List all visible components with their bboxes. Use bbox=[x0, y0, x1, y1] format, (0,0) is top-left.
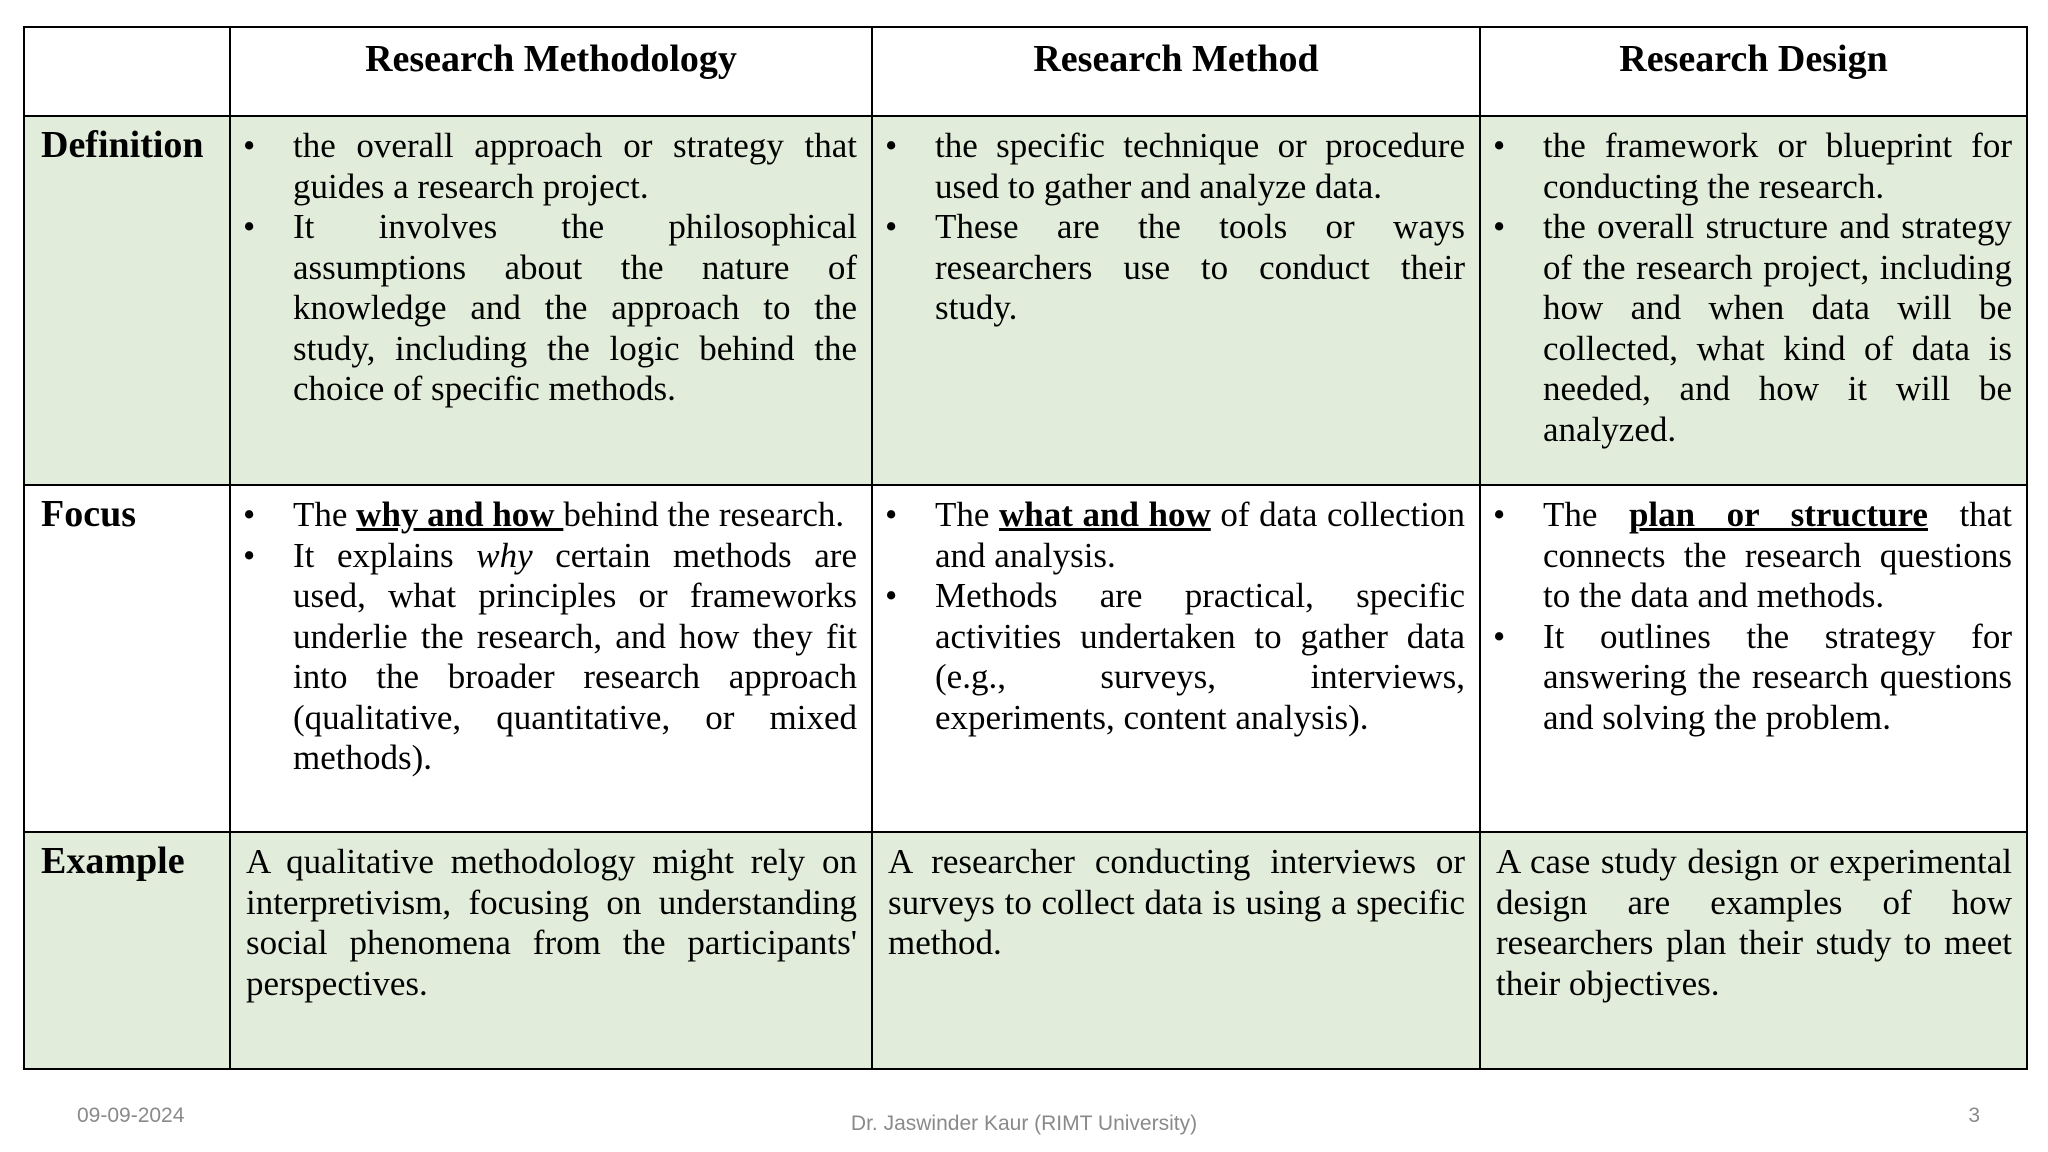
comparison-table bbox=[23, 26, 2028, 1070]
example-design-cell: A case study design or experimental design are examples of how researchers plan their study to meet their objectives. bbox=[1480, 832, 2027, 1069]
footer-date: 09-09-2024 bbox=[77, 1104, 185, 1127]
text-span: It explains bbox=[293, 535, 477, 575]
list-item: • the overall approach or strategy that guides a research project. bbox=[231, 126, 857, 207]
definition-row bbox=[24, 116, 2027, 485]
focus-label: Focus bbox=[24, 485, 230, 832]
text-span: The bbox=[935, 495, 1000, 534]
text-span: The bbox=[1543, 495, 1629, 534]
list-item: • the overall structure and strategy of the research project, including how and when data will be collected, what kind of data is needed, and how it will be analyzed. bbox=[1481, 207, 2012, 450]
definition-methodology-cell bbox=[230, 116, 872, 485]
text-span: The bbox=[293, 495, 357, 534]
header-empty-cell bbox=[24, 27, 230, 116]
definition-label: Definition bbox=[24, 116, 230, 485]
list-item: • It outlines the strategy for answering the research questions and solving the problem. bbox=[1481, 617, 2012, 739]
header-research-methodology: Research Methodology bbox=[230, 27, 872, 116]
focus-methodology-list bbox=[231, 495, 857, 779]
definition-method-cell bbox=[872, 116, 1480, 485]
list-item: • the specific technique or procedure used to gather and analyze data. bbox=[873, 126, 1465, 207]
list-item: • It involves the philosophical assumptions about the nature of knowledge and the approach to the study, including the logic behind the choice of specific methods. bbox=[231, 207, 857, 410]
list-item bbox=[231, 536, 857, 779]
example-method-cell: A researcher conducting interviews or surveys to collect data is using a specific method. bbox=[872, 832, 1480, 1069]
focus-method-cell bbox=[872, 485, 1480, 832]
emphasis-text: why and how bbox=[356, 495, 564, 534]
header-row bbox=[24, 27, 2027, 116]
list-item bbox=[1481, 495, 2012, 617]
footer-author: Dr. Jaswinder Kaur (RIMT University) bbox=[850, 1112, 1198, 1135]
focus-design-cell bbox=[1480, 485, 2027, 832]
list-item bbox=[231, 495, 857, 536]
text-span: behind the research. bbox=[563, 495, 845, 534]
definition-design-list bbox=[1481, 126, 2012, 450]
header-research-design: Research Design bbox=[1480, 27, 2027, 116]
focus-method-list bbox=[873, 495, 1465, 738]
focus-methodology-cell bbox=[230, 485, 872, 832]
focus-row bbox=[24, 485, 2027, 832]
italic-text: why bbox=[476, 535, 533, 575]
list-item: • These are the tools or ways researchers use to conduct their study. bbox=[873, 207, 1465, 329]
focus-design-list bbox=[1481, 495, 2012, 738]
definition-methodology-list bbox=[231, 126, 857, 410]
emphasis-text: what and how bbox=[999, 495, 1211, 534]
emphasis-text: plan or structure bbox=[1628, 495, 1928, 534]
example-row bbox=[24, 832, 2027, 1069]
list-item bbox=[873, 495, 1465, 576]
page-number: 3 bbox=[1968, 1104, 1980, 1127]
example-label: Example bbox=[24, 832, 230, 1069]
header-research-method: Research Method bbox=[872, 27, 1480, 116]
text-span: that connects the research questions to the data and methods. bbox=[1543, 495, 2012, 615]
list-item: • Methods are practical, specific activities undertaken to gather data (e.g., surveys, interviews, experiments, content analysis). bbox=[873, 576, 1465, 738]
list-item: • the framework or blueprint for conducting the research. bbox=[1481, 126, 2012, 207]
example-methodology-cell: A qualitative methodology might rely on interpretivism, focusing on understanding social phenomena from the participants' perspectives. bbox=[230, 832, 872, 1069]
text-span: certain methods are used, what principles or frameworks underlie the research, and how they fit into the broader research approach (qualitative, quantitative, or mixed methods). bbox=[293, 535, 857, 777]
definition-method-list bbox=[873, 126, 1465, 329]
definition-design-cell bbox=[1480, 116, 2027, 485]
text-span: of data collection and analysis. bbox=[935, 495, 1466, 575]
